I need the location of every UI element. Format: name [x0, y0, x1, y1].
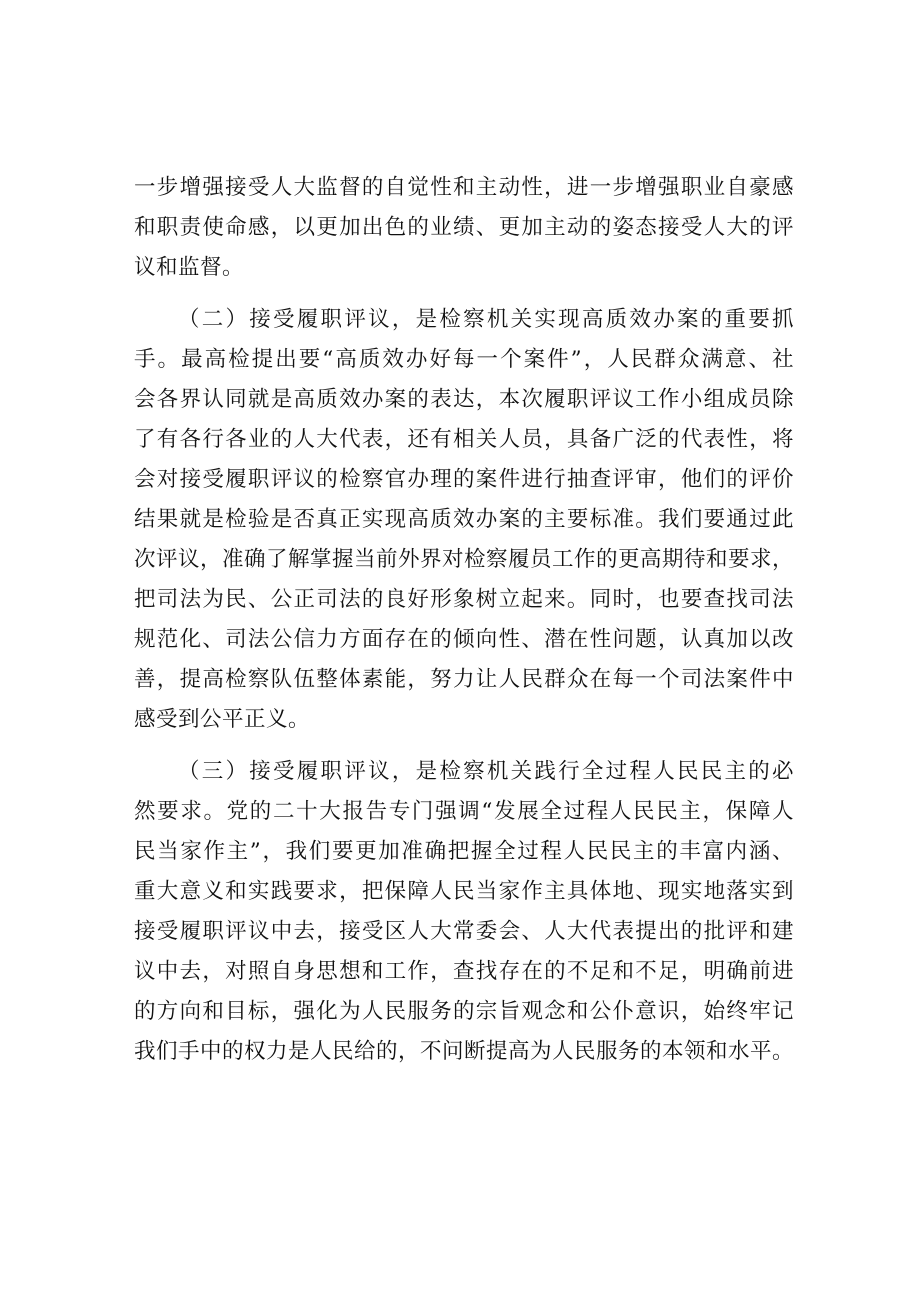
text-line: 接受履职评议中去，接受区人大常委会、人大代表提出的批评和建 [134, 919, 794, 944]
text-line: 善，提高检察队伍整体素能，努力让人民群众在每一个司法案件中 [134, 667, 794, 692]
text-line: 和职责使命感，以更加出色的业绩、更加主动的姿态接受人大的评 [134, 215, 794, 240]
text-line: 我们手中的权力是人民给的，不问断提高为人民服务的本领和水平。 [134, 1039, 795, 1064]
paragraph-spacing [134, 288, 794, 300]
paragraph-continued [134, 168, 794, 288]
text-line: 把司法为民、公正司法的良好形象树立起来。同时，也要查找司法 [134, 587, 794, 612]
text-line: 会对接受履职评议的检察官办理的案件进行抽查评审，他们的评价 [134, 467, 794, 492]
text-line: 议和监督。 [134, 255, 245, 280]
text-line: 规范化、司法公信力方面存在的倾向性、潜在性问题，认真加以改 [134, 627, 794, 652]
text-line: 重大意义和实践要求，把保障人民当家作主具体地、现实地落实到 [134, 879, 794, 904]
text-line: 结果就是检验是否真正实现高质效办案的主要标准。我们要通过此 [134, 507, 794, 532]
text-line: 议中去，对照自身思想和工作，查找存在的不足和不足，明确前进 [134, 959, 794, 984]
text-line: 的方向和目标，强化为人民服务的宗旨观念和公仆意识，始终牢记 [134, 999, 794, 1024]
text-line: 次评议，准确了解掌握当前外界对检察履员工作的更高期待和要求， [134, 547, 795, 572]
text-line: 了有各行各业的人大代表，还有相关人员，具备广泛的代表性，将 [134, 427, 794, 452]
text-line: （二）接受履职评议，是检察机关实现高质效办案的重要抓 [178, 307, 794, 332]
document-body [134, 168, 794, 1072]
paragraph-section-three [134, 752, 794, 1072]
paragraph-spacing [134, 740, 794, 752]
text-line: 会各界认同就是高质效办案的表达，本次履职评议工作小组成员除 [134, 387, 794, 412]
text-line: 一步增强接受人大监督的自觉性和主动性，进一步增强职业自豪感 [134, 175, 794, 200]
paragraph-section-two [134, 300, 794, 740]
text-line: （三）接受履职评议，是检察机关践行全过程人民民主的必 [178, 759, 794, 784]
text-line: 民当家作主”，我们要更加准确把握全过程人民民主的丰富内涵、 [134, 839, 794, 864]
text-line: 然要求。党的二十大报告专门强调“发展全过程人民民主，保障人 [134, 799, 794, 824]
text-line: 感受到公平正义。 [134, 707, 311, 732]
text-line: 手。最高检提出要“高质效办好每一个案件”，人民群众满意、社 [134, 347, 794, 372]
